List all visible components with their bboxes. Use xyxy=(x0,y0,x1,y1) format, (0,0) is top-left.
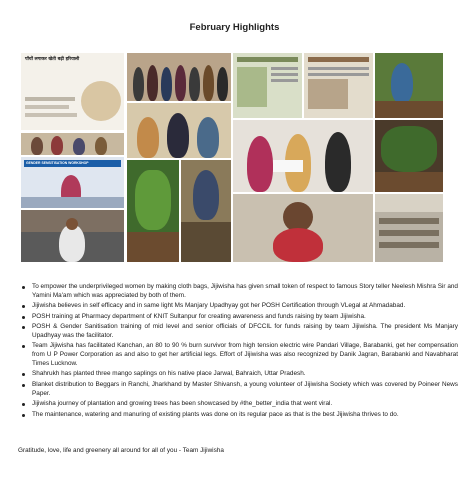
page-title: February Highlights xyxy=(189,22,280,33)
highlight-item: POSH & Gender Sanitisation training of mid level and senior officials of DFCCIL for funds raising by team Jijiwisha. The president Ms Manjary Upadhyay was the facilitator. xyxy=(18,323,458,340)
highlight-item: Team Jijiwisha has facilitated Kanchan, an 80 to 90 % burn survivor from high tension electric wire Pandari Village, Barabanki, get her compensation from U P Power Corporation as and also to get her artificial legs. Effort of Jijiwisha was also recognized by Danik Jagran, Barabanki and Navabharat Times Lucknow. xyxy=(18,342,458,368)
highlight-item: POSH training at Pharmacy department of KNIT Sultanpur for creating awareness and funds raising by team Jijiwisha. xyxy=(18,313,458,322)
news-clipping-1 xyxy=(233,53,302,118)
speaker-photo xyxy=(21,210,124,262)
compensation-cheque-photo xyxy=(233,120,373,192)
highlight-item: Jijiwisha believes in self efficacy and in same light Ms Manjary Upadhyay got her POSH Certification through VLegal at Ahmadabad. xyxy=(18,302,458,311)
sapling-photo xyxy=(127,160,179,262)
closing-note: Gratitude, love, life and greenery all around for all of you - Team Jijiwisha xyxy=(18,447,224,454)
highlight-item: Blanket distribution to Beggars in Ranchi, Jharkhand by Master Shivansh, a young volunteer of Jijiwisha Society which was covered by Poineer News Paper. xyxy=(18,381,458,398)
highlight-item: Jijiwisha journey of plantation and growing trees has been showcased by #the_better_india that went viral. xyxy=(18,400,458,409)
planting-photo xyxy=(181,160,231,262)
volunteer-portrait-photo xyxy=(233,194,373,262)
bags-presentation-photo xyxy=(127,103,231,158)
highlight-item: To empower the underprivileged women by making cloth bags, Jijiwisha has given small token of respect to famous Story teller Neelesh Mishra Sir and Yamini Ma'am which was appreciated by both of them. xyxy=(18,283,458,300)
workshop-banner: GENDER SENSITISATION WORKSHOP xyxy=(24,160,121,167)
plants-photo xyxy=(375,120,443,192)
highlight-item: Shahrukh has planted three mango saplings on his native place Jarwal, Bahraich, Uttar Pradesh. xyxy=(18,370,458,379)
highlights-list xyxy=(18,283,458,421)
newspaper-clipping-photo xyxy=(21,53,124,130)
news-clipping-2 xyxy=(304,53,373,118)
training-hall-photo xyxy=(375,194,443,262)
child-planting-photo xyxy=(375,53,443,118)
clipping-headline: पॉचों लगाकर खेती बढ़ी हरियाली xyxy=(25,57,80,62)
workshop-photo xyxy=(21,157,124,208)
highlight-item: The maintenance, watering and manuring of existing plants was done on its regular pace as that is the best Jijiwisha thrives to do. xyxy=(18,411,458,420)
officials-group-photo xyxy=(127,53,231,101)
group-photo xyxy=(21,133,124,155)
